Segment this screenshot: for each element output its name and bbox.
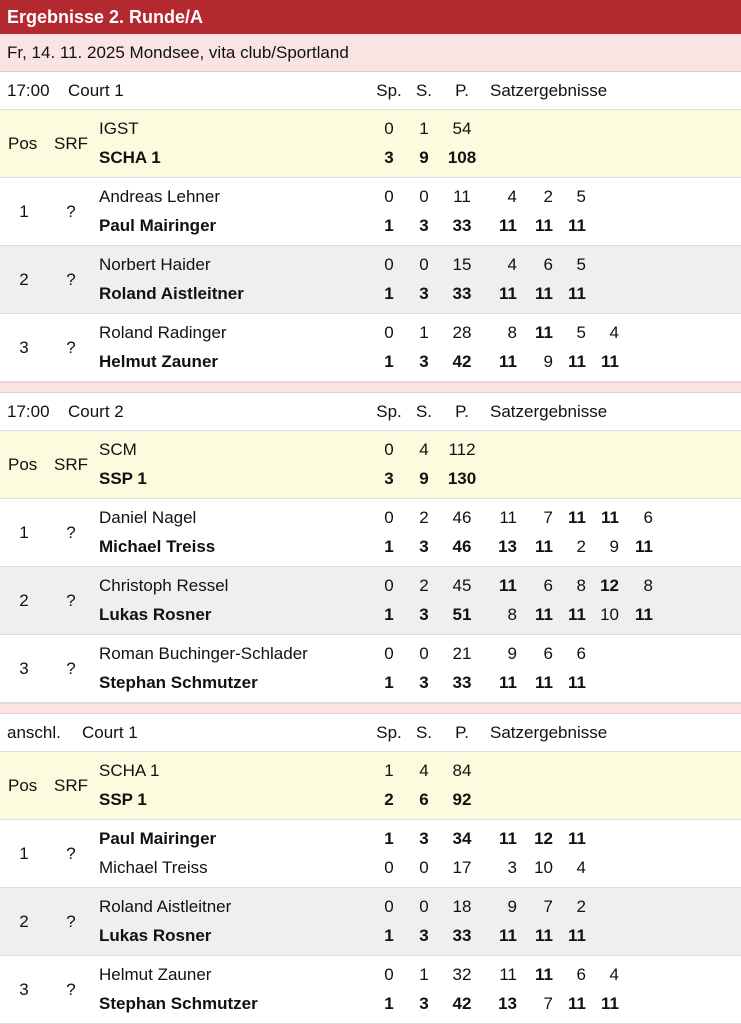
set-score: 11: [499, 508, 517, 527]
set-score: 11: [499, 216, 517, 235]
player-sets: 3: [419, 994, 429, 1013]
player-games: 0: [384, 897, 394, 916]
set-score: 2: [576, 537, 586, 556]
team-name: SCM: [99, 440, 137, 459]
team-summary-row: [0, 110, 741, 178]
player-games: 1: [384, 926, 394, 945]
player-games: 0: [384, 858, 394, 877]
player-sets: 2: [419, 576, 429, 595]
player-games: 1: [384, 673, 394, 692]
col-header-p: P.: [455, 81, 469, 100]
set-score: 11: [535, 965, 553, 984]
set-score: 11: [535, 926, 553, 945]
set-score: 5: [576, 323, 586, 342]
team-games: 3: [384, 148, 394, 167]
player-points: 17: [452, 858, 472, 877]
set-score: 11: [601, 994, 619, 1013]
player-points: 42: [452, 352, 472, 371]
set-score: 4: [609, 965, 619, 984]
team-name: IGST: [99, 119, 139, 138]
player-games: 0: [384, 576, 394, 595]
set-score: 11: [535, 537, 553, 556]
set-score: 11: [568, 352, 586, 371]
player-name: Paul Mairinger: [99, 216, 217, 235]
set-score: 13: [498, 994, 517, 1013]
match-position: 2: [19, 912, 29, 931]
team-name: SSP 1: [99, 790, 147, 809]
col-header-sets: Satzergebnisse: [490, 723, 608, 742]
player-sets: 3: [419, 284, 429, 303]
player-points: 46: [452, 537, 472, 556]
set-score: 6: [543, 255, 553, 274]
player-points: 51: [452, 605, 472, 624]
player-points: 32: [452, 965, 472, 984]
set-score: 11: [568, 284, 586, 303]
team-sets: 4: [419, 761, 429, 780]
player-games: 0: [384, 965, 394, 984]
team-games: 2: [384, 790, 394, 809]
player-games: 1: [384, 537, 394, 556]
player-name: Paul Mairinger: [99, 829, 217, 848]
player-sets: 3: [419, 352, 429, 371]
set-score: 11: [635, 537, 653, 556]
set-score: 7: [543, 897, 553, 916]
set-score: 11: [601, 508, 619, 527]
set-score: 8: [576, 576, 586, 595]
team-points: 84: [452, 761, 472, 780]
player-sets: 3: [419, 673, 429, 692]
player-games: 0: [384, 323, 394, 342]
match-row[interactable]: [0, 314, 741, 382]
player-sets: 3: [419, 926, 429, 945]
court-name: Court 2: [68, 402, 124, 421]
player-sets: 0: [419, 255, 429, 274]
set-score: 11: [568, 605, 586, 624]
player-name: Roland Aistleitner: [99, 897, 232, 916]
player-sets: 2: [419, 508, 429, 527]
col-header-pos: Pos: [8, 776, 38, 795]
set-score: 11: [499, 352, 517, 371]
set-score: 6: [576, 644, 586, 663]
team-games: 0: [384, 440, 394, 459]
set-score: 8: [507, 605, 517, 624]
team-sets: 6: [419, 790, 429, 809]
player-sets: 0: [419, 187, 429, 206]
set-score: 7: [543, 994, 553, 1013]
set-score: 4: [507, 255, 517, 274]
set-score: 3: [507, 858, 517, 877]
match-position: 1: [19, 202, 29, 221]
team-summary-row: [0, 752, 741, 820]
player-points: 33: [452, 673, 472, 692]
set-score: 11: [568, 994, 586, 1013]
set-score: 11: [499, 965, 517, 984]
court-name: Court 1: [82, 723, 138, 742]
match-position: 1: [19, 844, 29, 863]
player-name: Roland Radinger: [99, 323, 227, 342]
player-sets: 1: [419, 965, 429, 984]
player-points: 46: [452, 508, 472, 527]
player-games: 0: [384, 644, 394, 663]
player-name: Helmut Zauner: [99, 965, 212, 984]
team-points: 54: [452, 119, 472, 138]
player-name: Christoph Ressel: [99, 576, 229, 595]
match-srf: ?: [66, 844, 76, 863]
player-points: 33: [452, 926, 472, 945]
match-position: 1: [19, 523, 29, 542]
set-score: 11: [568, 216, 586, 235]
player-games: 1: [384, 829, 394, 848]
set-score: 11: [568, 926, 586, 945]
set-score: 11: [535, 605, 553, 624]
match-position: 3: [19, 980, 29, 999]
team-sets: 9: [419, 148, 429, 167]
match-position: 2: [19, 591, 29, 610]
set-score: 4: [576, 858, 586, 877]
set-score: 8: [507, 323, 517, 342]
player-games: 1: [384, 352, 394, 371]
block-separator: [0, 382, 741, 393]
player-games: 0: [384, 508, 394, 527]
set-score: 11: [535, 216, 553, 235]
player-name: Daniel Nagel: [99, 508, 197, 527]
player-sets: 3: [419, 605, 429, 624]
match-srf: ?: [66, 523, 76, 542]
match-row[interactable]: [0, 178, 741, 246]
set-score: 12: [600, 576, 619, 595]
page-title: Ergebnisse 2. Runde/A: [0, 0, 741, 34]
player-name: Stephan Schmutzer: [99, 994, 258, 1013]
set-score: 5: [576, 255, 586, 274]
set-score: 2: [543, 187, 553, 206]
set-score: 11: [499, 926, 517, 945]
match-srf: ?: [66, 338, 76, 357]
player-points: 33: [452, 216, 472, 235]
set-score: 11: [499, 284, 517, 303]
results-content: [0, 72, 741, 1024]
court-header: [0, 72, 741, 110]
match-row[interactable]: [0, 888, 741, 956]
team-sets: 1: [419, 119, 429, 138]
col-header-srf: SRF: [54, 134, 88, 153]
set-score: 2: [576, 897, 586, 916]
player-name: Stephan Schmutzer: [99, 673, 258, 692]
col-header-srf: SRF: [54, 776, 88, 795]
set-score: 11: [568, 829, 586, 848]
set-score: 10: [534, 858, 553, 877]
team-sets: 9: [419, 469, 429, 488]
col-header-s: S.: [415, 402, 433, 421]
player-points: 28: [452, 323, 472, 342]
player-games: 0: [384, 255, 394, 274]
player-name: Helmut Zauner: [99, 352, 219, 371]
team-games: 3: [384, 469, 394, 488]
player-points: 45: [452, 576, 472, 595]
col-header-p: P.: [455, 402, 469, 421]
set-score: 11: [535, 284, 553, 303]
col-header-sets: Satzergebnisse: [490, 81, 608, 100]
match-row[interactable]: [0, 246, 741, 314]
player-points: 33: [452, 284, 472, 303]
match-position: 3: [19, 338, 29, 357]
player-points: 15: [452, 255, 472, 274]
team-points: 112: [448, 440, 476, 459]
col-header-sp: Sp.: [376, 81, 402, 100]
match-row[interactable]: [0, 956, 741, 1024]
match-position: 2: [19, 270, 29, 289]
set-score: 11: [499, 576, 517, 595]
team-name: SSP 1: [99, 469, 147, 488]
court-header: [0, 393, 741, 431]
col-header-sp: Sp.: [376, 402, 402, 421]
player-name: Andreas Lehner: [99, 187, 220, 206]
set-score: 9: [543, 352, 553, 371]
player-games: 0: [384, 187, 394, 206]
player-name: Roland Aistleitner: [99, 284, 244, 303]
set-score: 4: [609, 323, 619, 342]
court-header: [0, 714, 741, 752]
team-games: 1: [384, 761, 394, 780]
match-row[interactable]: [0, 499, 741, 567]
player-points: 11: [453, 187, 471, 206]
match-srf: ?: [66, 270, 76, 289]
player-sets: 0: [419, 858, 429, 877]
player-sets: 0: [419, 644, 429, 663]
set-score: 6: [543, 576, 553, 595]
set-score: 11: [635, 605, 653, 624]
set-score: 7: [543, 508, 553, 527]
match-srf: ?: [66, 659, 76, 678]
player-sets: 1: [419, 323, 429, 342]
player-points: 21: [452, 644, 472, 663]
set-score: 11: [568, 673, 586, 692]
match-time: 17:00: [7, 81, 50, 100]
col-header-s: S.: [415, 723, 433, 742]
team-games: 0: [384, 119, 394, 138]
set-score: 11: [601, 352, 619, 371]
player-name: Lukas Rosner: [99, 605, 212, 624]
player-sets: 0: [419, 897, 429, 916]
player-name: Michael Treiss: [99, 537, 216, 556]
set-score: 11: [499, 673, 517, 692]
set-score: 6: [643, 508, 653, 527]
player-name: Norbert Haider: [99, 255, 211, 274]
team-name: SCHA 1: [99, 761, 160, 780]
set-score: 12: [534, 829, 553, 848]
player-sets: 3: [419, 829, 429, 848]
team-points: 130: [447, 469, 477, 488]
set-score: 11: [535, 323, 553, 342]
court-name: Court 1: [68, 81, 124, 100]
player-sets: 3: [419, 537, 429, 556]
col-header-pos: Pos: [8, 134, 38, 153]
player-points: 18: [452, 897, 472, 916]
match-row[interactable]: [0, 820, 741, 888]
set-score: 9: [507, 644, 517, 663]
set-score: 11: [535, 673, 553, 692]
team-points: 108: [447, 148, 477, 167]
player-name: Michael Treiss: [99, 858, 208, 877]
match-time: anschl.: [7, 723, 61, 742]
player-games: 1: [384, 216, 394, 235]
match-srf: ?: [66, 980, 76, 999]
player-name: Lukas Rosner: [99, 926, 212, 945]
player-points: 34: [452, 829, 472, 848]
team-sets: 4: [419, 440, 429, 459]
team-points: 92: [452, 790, 472, 809]
match-row[interactable]: [0, 567, 741, 635]
player-games: 1: [384, 994, 394, 1013]
player-name: Roman Buchinger-Schlader: [99, 644, 308, 663]
team-name: SCHA 1: [99, 148, 161, 167]
set-score: 5: [576, 187, 586, 206]
set-score: 6: [576, 965, 586, 984]
player-games: 1: [384, 284, 394, 303]
block-separator: [0, 703, 741, 714]
match-srf: ?: [66, 591, 76, 610]
set-score: 9: [507, 897, 517, 916]
player-points: 42: [452, 994, 472, 1013]
team-summary-row: [0, 431, 741, 499]
player-sets: 3: [419, 216, 429, 235]
match-row[interactable]: [0, 635, 741, 703]
col-header-sets: Satzergebnisse: [490, 402, 608, 421]
match-time: 17:00: [7, 402, 50, 421]
event-info: Fr, 14. 11. 2025 Mondsee, vita club/Sportland: [0, 34, 741, 72]
col-header-s: S.: [415, 81, 433, 100]
set-score: 11: [499, 829, 517, 848]
match-srf: ?: [66, 912, 76, 931]
col-header-sp: Sp.: [376, 723, 402, 742]
col-header-p: P.: [455, 723, 469, 742]
set-score: 13: [498, 537, 517, 556]
set-score: 8: [643, 576, 653, 595]
match-position: 3: [19, 659, 29, 678]
set-score: 6: [543, 644, 553, 663]
match-srf: ?: [66, 202, 76, 221]
set-score: 4: [507, 187, 517, 206]
col-header-srf: SRF: [54, 455, 88, 474]
set-score: 11: [568, 508, 586, 527]
set-score: 10: [600, 605, 619, 624]
col-header-pos: Pos: [8, 455, 38, 474]
player-games: 1: [384, 605, 394, 624]
set-score: 9: [609, 537, 619, 556]
